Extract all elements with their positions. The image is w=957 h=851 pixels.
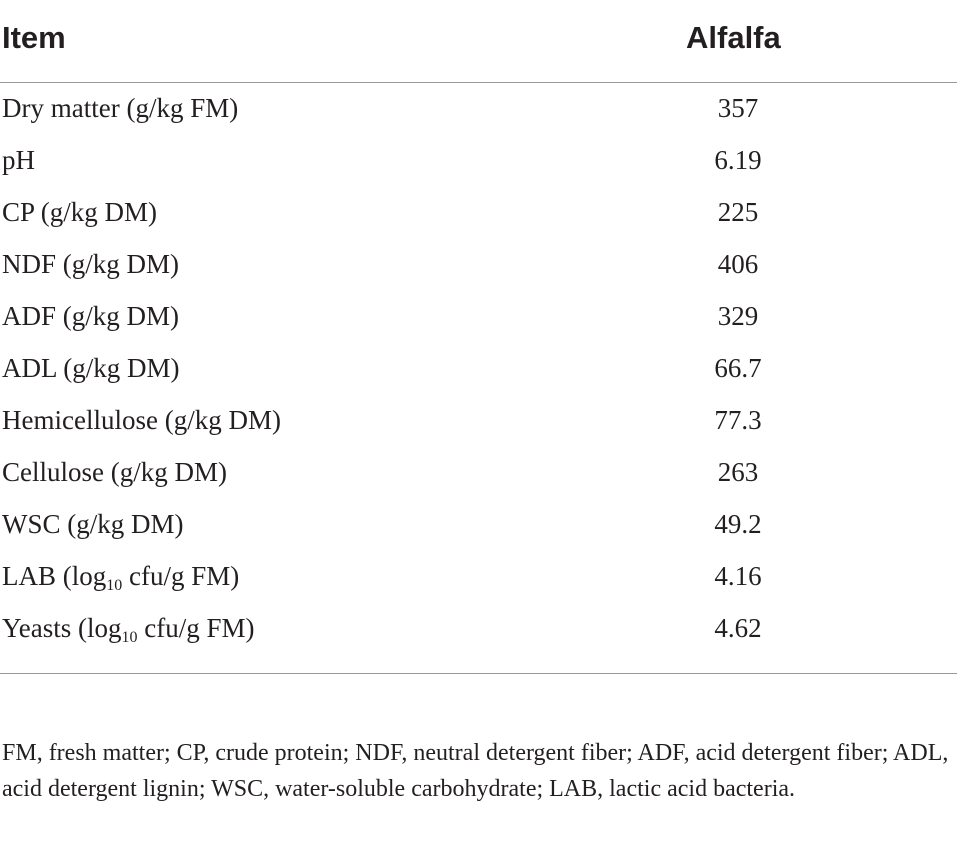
- value-cell: 263: [717, 457, 759, 487]
- item-subscript: 10: [121, 629, 138, 646]
- item-prefix: Yeasts (log: [2, 613, 122, 643]
- item-cell: Hemicellulose (g/kg DM): [2, 405, 281, 435]
- item-cell: Cellulose (g/kg DM): [2, 457, 227, 487]
- table-footnote: FM, fresh matter; CP, crude protein; NDF, neutral detergent fiber; ADF, acid detergent fiber; ADL, acid detergent lignin; WSC, water-soluble carbohydrate; LAB, lactic acid bacteria.: [2, 740, 949, 802]
- item-cell: NDF (g/kg DM): [2, 249, 180, 279]
- table-row: [0, 345, 957, 397]
- item-cell: [2, 613, 255, 647]
- item-cell: ADL (g/kg DM): [2, 353, 180, 383]
- item-suffix: cfu/g FM): [137, 613, 255, 643]
- column-header-alfalfa: Alfalfa: [686, 20, 781, 55]
- table-body: [0, 83, 957, 657]
- item-cell: Dry matter (g/kg FM): [2, 93, 239, 123]
- value-cell: 4.16: [714, 561, 762, 591]
- table-row: [0, 501, 957, 553]
- value-cell: 357: [717, 93, 759, 123]
- value-cell: 406: [717, 249, 759, 279]
- table-header: [0, 0, 957, 83]
- table-row: [0, 553, 957, 605]
- value-cell: 77.3: [714, 405, 762, 435]
- table-row: [0, 449, 957, 501]
- item-subscript: 10: [106, 577, 123, 594]
- value-cell: 49.2: [714, 509, 762, 539]
- table-row: [0, 189, 957, 241]
- table-row: [0, 293, 957, 345]
- value-cell: 66.7: [714, 353, 762, 383]
- item-suffix: cfu/g FM): [122, 561, 240, 591]
- table-row: [0, 241, 957, 293]
- table-row: [0, 605, 957, 657]
- value-cell: 329: [717, 301, 759, 331]
- value-cell: 4.62: [714, 613, 762, 643]
- item-cell: CP (g/kg DM): [2, 197, 158, 227]
- value-cell: 6.19: [714, 145, 762, 175]
- item-prefix: LAB (log: [2, 561, 107, 591]
- item-cell: ADF (g/kg DM): [2, 301, 180, 331]
- table-row: [0, 137, 957, 189]
- value-cell: 225: [717, 197, 759, 227]
- table-row: [0, 397, 957, 449]
- item-cell: pH: [2, 145, 35, 175]
- column-header-item: Item: [2, 20, 66, 55]
- item-cell: WSC (g/kg DM): [2, 509, 184, 539]
- item-cell: [2, 561, 239, 595]
- table-row: [0, 85, 957, 137]
- table-bottom-rule: [0, 673, 957, 674]
